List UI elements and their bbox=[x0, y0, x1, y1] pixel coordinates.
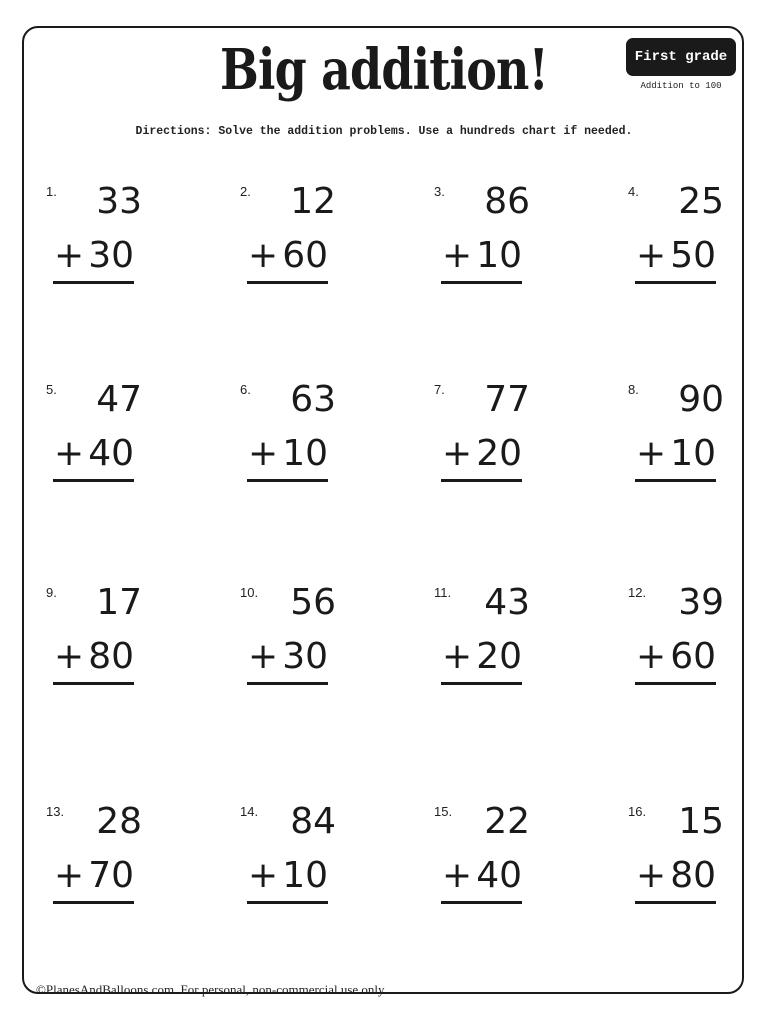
second-addend: 70 bbox=[88, 855, 134, 896]
second-addend: 20 bbox=[476, 433, 522, 474]
answer-line bbox=[53, 479, 134, 482]
second-addend: 30 bbox=[282, 636, 328, 677]
answer-line bbox=[635, 682, 716, 685]
plus-sign: + bbox=[248, 636, 279, 677]
answer-line bbox=[441, 682, 522, 685]
first-addend: 56 bbox=[290, 582, 336, 623]
answer-line bbox=[247, 281, 328, 284]
addition-problem bbox=[628, 582, 738, 695]
addition-problem bbox=[240, 582, 350, 695]
answer-line bbox=[53, 682, 134, 685]
plus-sign: + bbox=[442, 855, 473, 896]
problem-number: 10. bbox=[240, 585, 259, 600]
addition-problem bbox=[46, 181, 156, 294]
problem-number: 15. bbox=[434, 804, 453, 819]
answer-line bbox=[247, 682, 328, 685]
first-addend: 84 bbox=[290, 801, 336, 842]
first-addend: 63 bbox=[290, 379, 336, 420]
addition-problem bbox=[434, 801, 544, 914]
problem-number: 12. bbox=[628, 585, 647, 600]
second-addend: 60 bbox=[282, 235, 328, 276]
plus-sign: + bbox=[636, 855, 667, 896]
second-addend: 40 bbox=[476, 855, 522, 896]
problem-number: 5. bbox=[46, 382, 57, 397]
answer-line bbox=[53, 901, 134, 904]
second-addend: 40 bbox=[88, 433, 134, 474]
first-addend: 28 bbox=[96, 801, 142, 842]
problem-number: 2. bbox=[240, 184, 251, 199]
directions: Directions: Solve the addition problems. Use a hundreds chart if needed. bbox=[135, 125, 633, 138]
first-addend: 17 bbox=[96, 582, 142, 623]
second-addend: 50 bbox=[670, 235, 716, 276]
second-addend: 10 bbox=[476, 235, 522, 276]
addition-problem bbox=[240, 181, 350, 294]
addition-problem bbox=[628, 379, 738, 492]
answer-line bbox=[247, 479, 328, 482]
addition-problem bbox=[46, 379, 156, 492]
plus-sign: + bbox=[248, 433, 279, 474]
first-addend: 86 bbox=[484, 181, 530, 222]
addition-problem bbox=[240, 379, 350, 492]
second-addend: 80 bbox=[88, 636, 134, 677]
first-addend: 77 bbox=[484, 379, 530, 420]
grade-badge-subtitle: Addition to 100 bbox=[640, 81, 722, 91]
plus-sign: + bbox=[248, 235, 279, 276]
addition-problem bbox=[434, 181, 544, 294]
second-addend: 20 bbox=[476, 636, 522, 677]
problem-number: 7. bbox=[434, 382, 445, 397]
second-addend: 10 bbox=[670, 433, 716, 474]
answer-line bbox=[635, 281, 716, 284]
answer-line bbox=[635, 901, 716, 904]
second-addend: 10 bbox=[282, 855, 328, 896]
first-addend: 90 bbox=[678, 379, 724, 420]
second-addend: 80 bbox=[670, 855, 716, 896]
addition-problem bbox=[46, 801, 156, 914]
second-addend: 10 bbox=[282, 433, 328, 474]
plus-sign: + bbox=[636, 433, 667, 474]
plus-sign: + bbox=[636, 636, 667, 677]
problem-number: 4. bbox=[628, 184, 639, 199]
plus-sign: + bbox=[442, 235, 473, 276]
answer-line bbox=[53, 281, 134, 284]
first-addend: 22 bbox=[484, 801, 530, 842]
addition-problem bbox=[46, 582, 156, 695]
first-addend: 25 bbox=[678, 181, 724, 222]
answer-line bbox=[441, 281, 522, 284]
plus-sign: + bbox=[442, 636, 473, 677]
first-addend: 15 bbox=[678, 801, 724, 842]
problem-number: 16. bbox=[628, 804, 647, 819]
grade-badge: First grade bbox=[626, 38, 736, 76]
first-addend: 33 bbox=[96, 181, 142, 222]
first-addend: 39 bbox=[678, 582, 724, 623]
problem-number: 6. bbox=[240, 382, 251, 397]
copyright-footer: ©PlanesAndBalloons.com. For personal, non-commercial use only. bbox=[36, 982, 387, 997]
answer-line bbox=[441, 901, 522, 904]
second-addend: 30 bbox=[88, 235, 134, 276]
plus-sign: + bbox=[248, 855, 279, 896]
addition-problem bbox=[240, 801, 350, 914]
problem-number: 3. bbox=[434, 184, 445, 199]
problem-number: 1. bbox=[46, 184, 57, 199]
plus-sign: + bbox=[442, 433, 473, 474]
problem-number: 9. bbox=[46, 585, 57, 600]
plus-sign: + bbox=[636, 235, 667, 276]
first-addend: 43 bbox=[484, 582, 530, 623]
answer-line bbox=[247, 901, 328, 904]
problem-number: 8. bbox=[628, 382, 639, 397]
problem-number: 13. bbox=[46, 804, 65, 819]
addition-problem bbox=[628, 181, 738, 294]
page-title: Big addition! bbox=[220, 37, 548, 103]
addition-problem bbox=[434, 379, 544, 492]
first-addend: 12 bbox=[290, 181, 336, 222]
plus-sign: + bbox=[54, 235, 85, 276]
answer-line bbox=[441, 479, 522, 482]
problem-number: 14. bbox=[240, 804, 259, 819]
plus-sign: + bbox=[54, 636, 85, 677]
second-addend: 60 bbox=[670, 636, 716, 677]
addition-problem bbox=[434, 582, 544, 695]
first-addend: 47 bbox=[96, 379, 142, 420]
answer-line bbox=[635, 479, 716, 482]
addition-problem bbox=[628, 801, 738, 914]
plus-sign: + bbox=[54, 855, 85, 896]
problem-number: 11. bbox=[434, 585, 452, 600]
plus-sign: + bbox=[54, 433, 85, 474]
